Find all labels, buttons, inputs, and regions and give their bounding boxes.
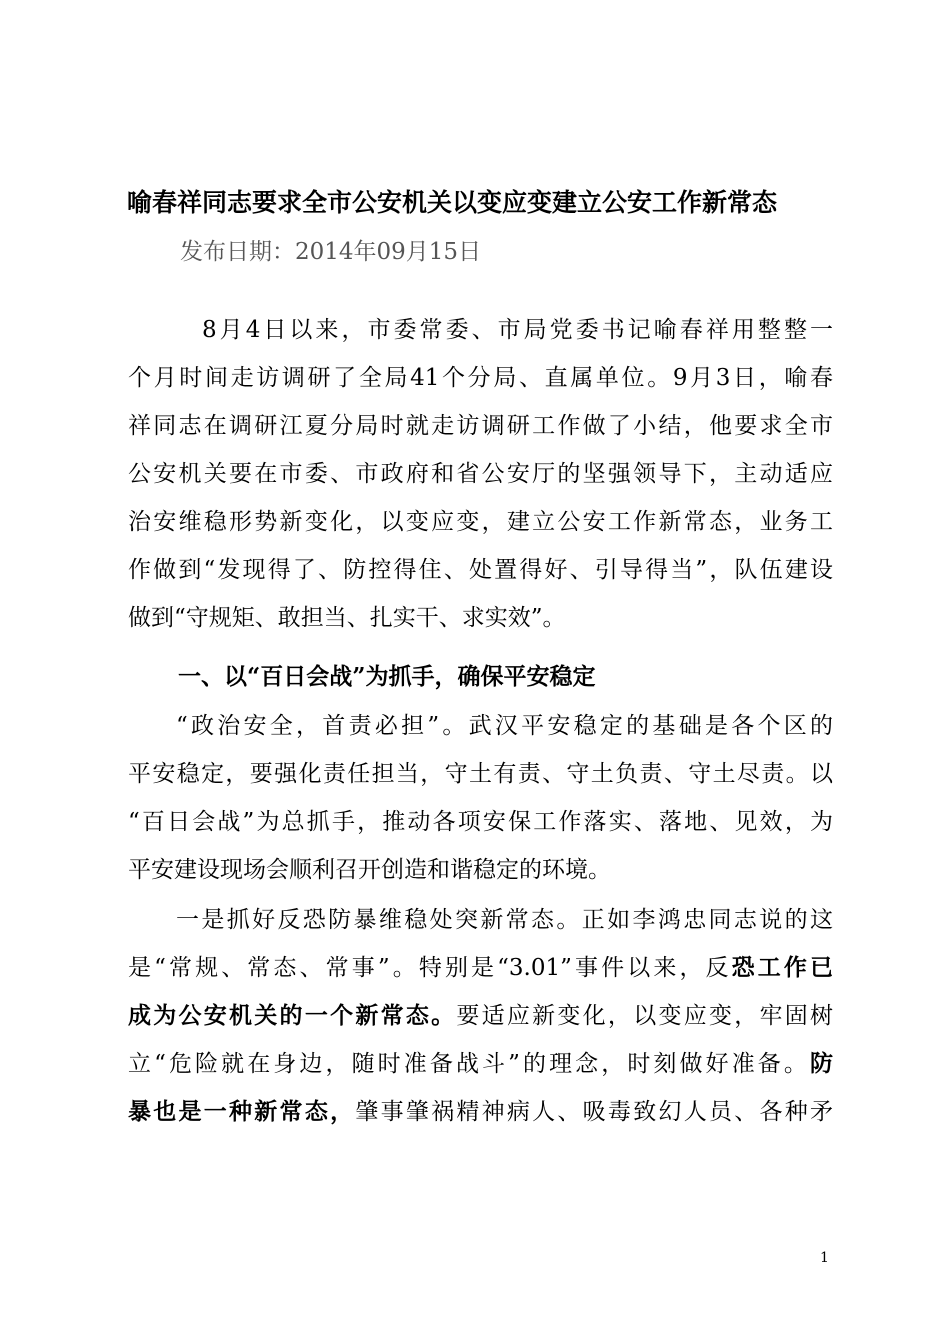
bold-text-segment: 恐工作已 [731, 954, 833, 981]
text-line: “百日会战”为总抓手，推动各项安保工作落实、落地、见效，为 [128, 809, 833, 835]
text-line: 8月4日以来，市委常委、市局党委书记喻春祥用整整一 [202, 317, 833, 343]
document-title: 喻春祥同志要求全市公安机关以变应变建立公安工作新常态 [127, 188, 778, 217]
text-line: 祥同志在调研江夏分局时就走访调研工作做了小结，他要求全市 [128, 413, 833, 439]
section-heading: 一、以“百日会战”为抓手，确保平安稳定 [178, 663, 596, 690]
text-line: “政治安全，首责必担”。武汉平安稳定的基础是各个区的 [176, 713, 833, 739]
text-line [128, 992, 833, 1040]
text-segment: 肇事肇祸精神病人、吸毒致幻人员、各种矛 [355, 1099, 833, 1125]
text-line: 做到“守规矩、敢担当、扎实干、求实效”。 [128, 605, 566, 631]
text-segment: 立“危险就在身边，随时准备战斗”的理念，时刻做好准备。 [128, 1051, 810, 1077]
text-line: 治安维稳形势新变化，以变应变，建立公安工作新常态，业务工 [128, 509, 833, 535]
text-line: 平安建设现场会顺利召开创造和谐稳定的环境。 [128, 857, 611, 883]
text-segment: 要适应新变化，以变应变，牢固树 [456, 1003, 833, 1029]
text-line [128, 944, 833, 992]
paragraph-intro [128, 306, 833, 642]
text-line [128, 1088, 833, 1136]
text-line: 作做到“发现得了、防控得住、处置得好、引导得当”，队伍建设 [128, 557, 833, 583]
page-number: 1 [820, 1250, 829, 1266]
text-line: 一是抓好反恐防暴维稳处突新常态。正如李鸿忠同志说的这 [176, 907, 833, 933]
text-segment: 是“常规、常态、常事”。特别是“3.01”事件以来，反 [128, 955, 732, 981]
paragraph-political-security [128, 702, 833, 894]
text-line: 公安机关要在市委、市政府和省公安厅的坚强领导下，主动适应 [128, 461, 833, 487]
text-line [128, 1040, 833, 1088]
bold-text-segment: 成为公安机关的一个新常态。 [128, 1002, 457, 1029]
bold-text-segment: 防 [810, 1050, 833, 1077]
text-line: 平安稳定，要强化责任担当，守土有责、守土负责、守土尽责。以 [128, 761, 833, 787]
text-line: 个月时间走访调研了全局41个分局、直属单位。9月3日，喻春 [128, 365, 833, 391]
bold-text-segment: 暴也是一种新常态， [128, 1098, 356, 1125]
paragraph-counter-terrorism [128, 896, 833, 1136]
section-heading-container [128, 653, 833, 701]
publish-date: 发布日期：2014年09月15日 [180, 239, 482, 265]
